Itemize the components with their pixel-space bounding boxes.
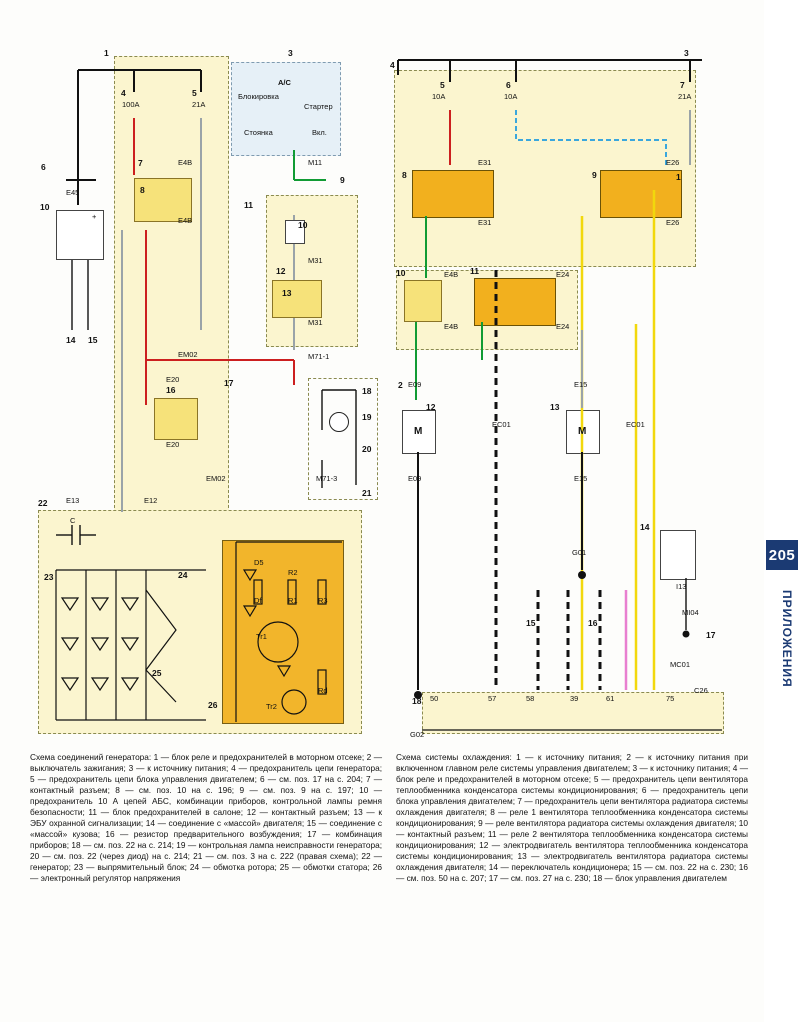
battery-symbol [56,210,104,260]
caption-cooling: Схема системы охлаждения: 1 — к источнику питания; 2 — к источнику питания при включенном главном реле системы управления двигателем; 3 — к источнику питания; 4 — блок реле и предохранителей в моторном отсеке; 5 — предохранитель цепи вентилятора теплообменника конденсатора системы кондиционирования; 6 — предохранитель цепи блока управления двигателем; 7 — предохранитель цепи вентилятора радиатора системы охлаждения двигателя; 8 — реле 1 вентилятора теплообменника конденсатора системы кондиционирования; 9 — реле вентилятора радиатора системы охлаждения двигателя; 10 — контактный разъем; 11 — реле 2 вентилятора теплообменника конденсатора системы кондиционирования; 12 — электродвигатель вентилятора теплообменника конденсатора системы кондиционирования; 13 — электродвигатель вентилятора радиатора системы охлаждения двигателя; 14 — переключатель кондиционера; 15 — см. поз. 22 на с. 230; 16 — см. поз. 50 на с. 207; 17 — см. поз. 27 на с. 230; 18 — блок управления двигателем [396,752,748,884]
callout-r11: 11 [470,266,479,276]
callout-7: 7 [138,158,143,168]
callout-r1: 1 [676,172,681,182]
callout-17: 17 [224,378,234,388]
callout-15: 15 [88,335,98,345]
callout-16: 16 [166,385,176,395]
pin-50: 50 [430,694,439,703]
right-label-I13: I13 [676,582,687,591]
right-label-E24-top: E24 [556,270,570,279]
connector-label-100A: 100A [122,100,140,109]
callout-r12: 12 [426,402,436,412]
right-label-E09-top: E09 [408,380,422,389]
right-label-E24-bottom: E24 [556,322,570,331]
callout-r7: 7 [680,80,685,90]
warning-lamp-19 [329,412,349,432]
wiring-diagrams [26,30,756,745]
callout-r5: 5 [440,80,445,90]
alt-label-tr2: Tr2 [266,702,277,711]
alt-label-c: С [70,516,76,525]
callout-r9: 9 [592,170,597,180]
connector-label-EM02-bottom: EM02 [206,474,226,483]
section-label: ПРИЛОЖЕНИЯ [780,590,794,688]
callout-r16: 16 [588,618,598,628]
callout-r8: 8 [402,170,407,180]
callout-6: 6 [41,162,46,172]
callout-r13: 13 [550,402,560,412]
connector-label-E4B-top: E4B [178,158,193,167]
connector-label-E20-bottom: E20 [166,440,180,449]
connector-label-M31-bottom: M31 [308,318,323,327]
right-label-G02: G02 [410,730,425,739]
connector-label-M31-top: M31 [308,256,323,265]
callout-r10: 10 [396,268,406,278]
callout-26: 26 [208,700,218,710]
cooling-wires [386,30,746,745]
right-label-E31-top: E31 [478,158,492,167]
connector-label-M71-3: M71-3 [316,474,338,483]
callout-1: 1 [104,48,109,58]
ignition-label-park: Стоянка [244,128,273,137]
callout-10-fuse: 10 [298,220,308,230]
right-label-E15-bottom: E15 [574,474,588,483]
callout-22: 22 [38,498,48,508]
right-label-C26: C26 [694,686,708,695]
alt-label-r3: R3 [318,596,328,605]
callout-r17: 17 [706,630,716,640]
pin-61: 61 [606,694,615,703]
right-label-E26-top: E26 [666,158,680,167]
connector-label-E4B-bottom: E4B [178,216,193,225]
right-label-E4B-bottom: E4B [444,322,459,331]
callout-r18: 18 [412,696,422,706]
right-label-E15-top: E15 [574,380,588,389]
page-side-tab [764,0,800,1022]
connector-label-E13: E13 [66,496,80,505]
right-label-G01: G01 [572,548,587,557]
callout-r3: 3 [684,48,689,58]
callout-10-battery: 10 [40,202,50,212]
alt-label-r2: R2 [288,568,298,577]
callout-r14: 14 [640,522,650,532]
connector-label-M11: M11 [308,158,323,167]
right-label-EC01-bottom: EC01 [626,420,645,429]
right-label-EC01-top: EC01 [492,420,511,429]
right-label-E4B-top: E4B [444,270,459,279]
battery-plus: + [92,212,97,221]
connector-label-E20-top: E20 [166,375,180,384]
resistor-block-16 [154,398,198,440]
callout-13: 13 [282,288,292,298]
pin-57: 57 [488,694,497,703]
callout-5: 5 [192,88,197,98]
callout-18: 18 [362,386,372,396]
ignition-label-ac: А/С [278,78,291,87]
motor-symbol-12: M [414,426,423,437]
connector-label-21A: 21A [192,100,206,109]
callout-4: 4 [121,88,126,98]
alt-label-df: Df [254,596,262,605]
callout-r4: 4 [390,60,395,70]
caption-generator: Схема соединений генератора: 1 — блок реле и предохранителей в моторном отсеке; 2 — выключатель зажигания; 3 — к источнику питания; 4 — предохранитель цепи генератора; 5 — предохранитель цепи блока управления двигателем; 6 — см. поз. 17 на с. 204; 7 — контактный разъем; 8 — см. поз. 10 на с. 196; 9 — см. поз. 9 на с. 197; 10 — предохранитель 10 А цепей АБС, комбинации приборов, контрольной лампы ремня безопасности; 11 — блок предохранителей в салоне; 12 — контактный разъем; 13 — к ЭБУ охранной сигнализации; 14 — соединение с «массой» двигателя; 15 — соединение с «массой» кузова; 16 — резистор предварительного возбуждения; 17 — комбинация приборов; 18 — см. поз. 22 на с. 214; 19 — контрольная лампа неисправности генератора; 20 — см. поз. 22 (через диод) на с. 214; 21 — см. поз. 3 на с. 222 (правая схема); 22 — генератор; 23 — выпрямительный блок; 24 — обмотка ротора; 25 — обмотки статора; 26 — электронный регулятор напряжения [30,752,382,884]
right-label-10A-a: 10A [432,92,446,101]
ignition-label-lock: Блокировка [238,92,279,101]
right-label-E09-bottom: E09 [408,474,422,483]
callout-25: 25 [152,668,162,678]
callout-14: 14 [66,335,76,345]
right-label-21A: 21A [678,92,692,101]
page-number-badge: 205 [766,540,798,570]
alt-label-r1: R1 [288,596,298,605]
connector-label-EM02-top: EM02 [178,350,198,359]
pin-39: 39 [570,694,579,703]
callout-24: 24 [178,570,188,580]
connector-label-E12: E12 [144,496,158,505]
pin-58: 58 [526,694,535,703]
right-label-MC01: MC01 [670,660,691,669]
callout-9: 9 [340,175,345,185]
alt-label-tr1: Tr1 [256,632,267,641]
callout-r15: 15 [526,618,536,628]
callout-r6: 6 [506,80,511,90]
callout-20: 20 [362,444,372,454]
callout-8: 8 [140,185,145,195]
callout-12: 12 [276,266,286,276]
connector-label-M71-1: M71-1 [308,352,330,361]
right-label-E26-bottom: E26 [666,218,680,227]
generator-wires [26,30,386,745]
relay-13 [272,280,322,318]
callout-11: 11 [244,200,253,210]
ignition-label-on: Вкл. [312,128,327,137]
right-label-10A-b: 10A [504,92,518,101]
callout-23: 23 [44,572,54,582]
right-label-MI04: MI04 [682,608,699,617]
pin-75: 75 [666,694,675,703]
connector-label-E45: E45 [66,188,80,197]
callout-19: 19 [362,412,372,422]
callout-21: 21 [362,488,372,498]
motor-symbol-13: M [578,426,587,437]
ignition-label-starter: Стартер [304,102,333,111]
callout-3: 3 [288,48,293,58]
callout-r2: 2 [398,380,403,390]
right-label-E31-bottom: E31 [478,218,492,227]
captions [30,752,754,884]
alt-label-rd: Rd [318,686,328,695]
alt-label-d5: D5 [254,558,264,567]
